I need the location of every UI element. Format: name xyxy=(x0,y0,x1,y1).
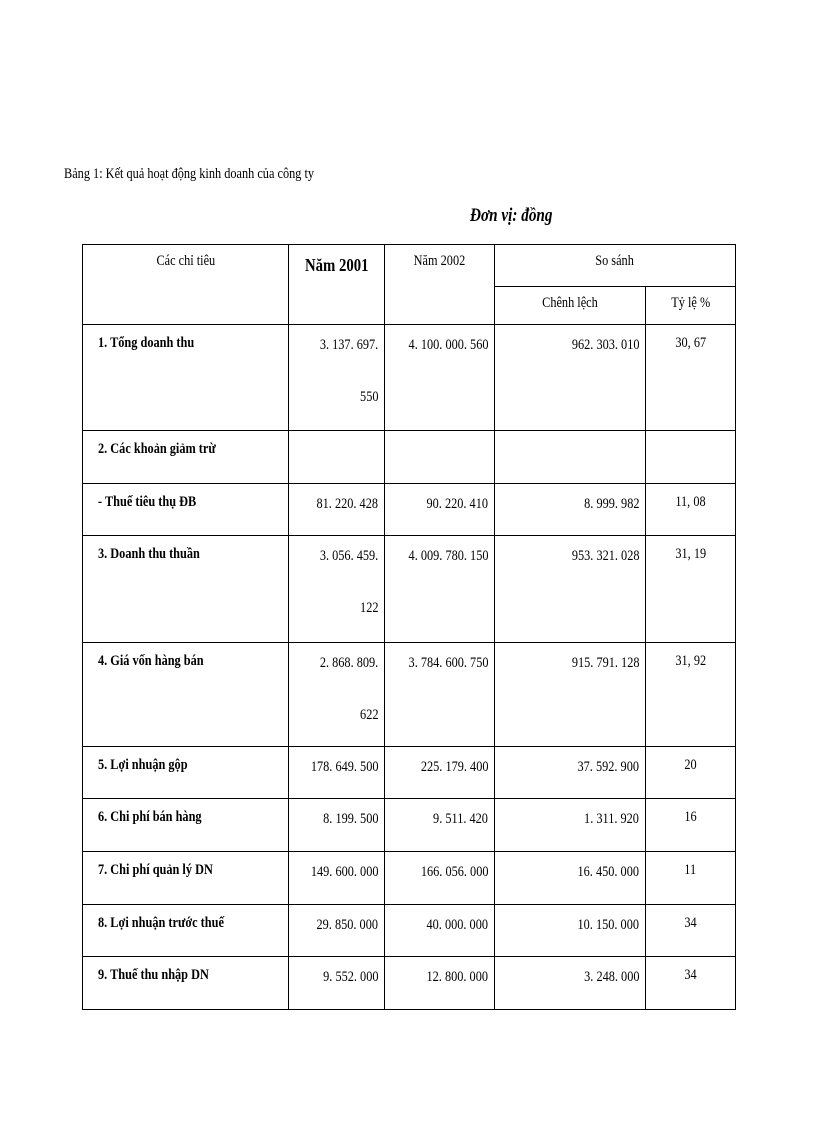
cell-difference: 915. 791. 128 xyxy=(495,643,646,747)
row-label: 2. Các khoản giảm trừ xyxy=(83,431,289,484)
header-indicators: Các chỉ tiêu xyxy=(83,245,289,325)
table-row xyxy=(83,747,736,799)
cell-2002: 4. 009. 780. 150 xyxy=(385,536,495,643)
row-label: - Thuế tiêu thụ ĐB xyxy=(83,484,289,536)
cell-difference: 953. 321. 028 xyxy=(495,536,646,643)
cell-2001: 29. 850. 000 xyxy=(289,905,385,957)
cell-2001: 81. 220. 428 xyxy=(289,484,385,536)
row-label: 6. Chi phí bán hàng xyxy=(83,799,289,852)
cell-2001: 178. 649. 500 xyxy=(289,747,385,799)
cell-2002: 40. 000. 000 xyxy=(385,905,495,957)
table-row xyxy=(83,905,736,957)
cell-2002: 90. 220. 410 xyxy=(385,484,495,536)
business-results-table xyxy=(82,244,736,1010)
cell-difference: 1. 311. 920 xyxy=(495,799,646,852)
table-row xyxy=(83,536,736,643)
row-label: 4. Giá vốn hàng bán xyxy=(83,643,289,747)
cell-2001: 3. 137. 697. 550 xyxy=(289,325,385,431)
header-year-2001: Năm 2001 xyxy=(289,245,385,325)
cell-ratio: 16 xyxy=(646,799,736,852)
cell-difference: 8. 999. 982 xyxy=(495,484,646,536)
cell-2002: 225. 179. 400 xyxy=(385,747,495,799)
row-label: 7. Chi phí quản lý DN xyxy=(83,852,289,905)
table-row xyxy=(83,643,736,747)
cell-difference: 16. 450. 000 xyxy=(495,852,646,905)
cell-2001: 2. 868. 809. 622 xyxy=(289,643,385,747)
table-row xyxy=(83,799,736,852)
cell-2001 xyxy=(289,431,385,484)
cell-2002: 9. 511. 420 xyxy=(385,799,495,852)
row-label: 3. Doanh thu thuần xyxy=(83,536,289,643)
cell-ratio xyxy=(646,431,736,484)
cell-2002: 12. 800. 000 xyxy=(385,957,495,1010)
cell-2002: 166. 056. 000 xyxy=(385,852,495,905)
cell-ratio: 30, 67 xyxy=(646,325,736,431)
cell-difference: 37. 592. 900 xyxy=(495,747,646,799)
header-comparison: So sánh xyxy=(495,245,736,287)
cell-ratio: 31, 19 xyxy=(646,536,736,643)
cell-2002 xyxy=(385,431,495,484)
cell-ratio: 20 xyxy=(646,747,736,799)
cell-difference: 10. 150. 000 xyxy=(495,905,646,957)
cell-2001: 3. 056. 459. 122 xyxy=(289,536,385,643)
cell-ratio: 11, 08 xyxy=(646,484,736,536)
table-row xyxy=(83,852,736,905)
table-row xyxy=(83,957,736,1010)
header-difference: Chênh lệch xyxy=(495,287,646,325)
cell-ratio: 34 xyxy=(646,957,736,1010)
cell-difference xyxy=(495,431,646,484)
cell-2001: 149. 600. 000 xyxy=(289,852,385,905)
table-row xyxy=(83,431,736,484)
cell-2002: 4. 100. 000. 560 xyxy=(385,325,495,431)
row-label: 9. Thuế thu nhập DN xyxy=(83,957,289,1010)
row-label: 1. Tổng doanh thu xyxy=(83,325,289,431)
cell-2001: 8. 199. 500 xyxy=(289,799,385,852)
row-label: 8. Lợi nhuận trước thuế xyxy=(83,905,289,957)
cell-2001: 9. 552. 000 xyxy=(289,957,385,1010)
cell-ratio: 34 xyxy=(646,905,736,957)
header-ratio: Tỷ lệ % xyxy=(646,287,736,325)
table-row xyxy=(83,484,736,536)
cell-2002: 3. 784. 600. 750 xyxy=(385,643,495,747)
cell-ratio: 11 xyxy=(646,852,736,905)
cell-ratio: 31, 92 xyxy=(646,643,736,747)
row-label: 5. Lợi nhuận gộp xyxy=(83,747,289,799)
table-caption: Bảng 1: Kết quả hoạt động kinh doanh của công ty xyxy=(64,166,315,182)
header-year-2002: Năm 2002 xyxy=(385,245,495,325)
cell-difference: 962. 303. 010 xyxy=(495,325,646,431)
table-row xyxy=(83,325,736,431)
unit-note: Đơn vị: đồng xyxy=(470,205,553,226)
cell-difference: 3. 248. 000 xyxy=(495,957,646,1010)
